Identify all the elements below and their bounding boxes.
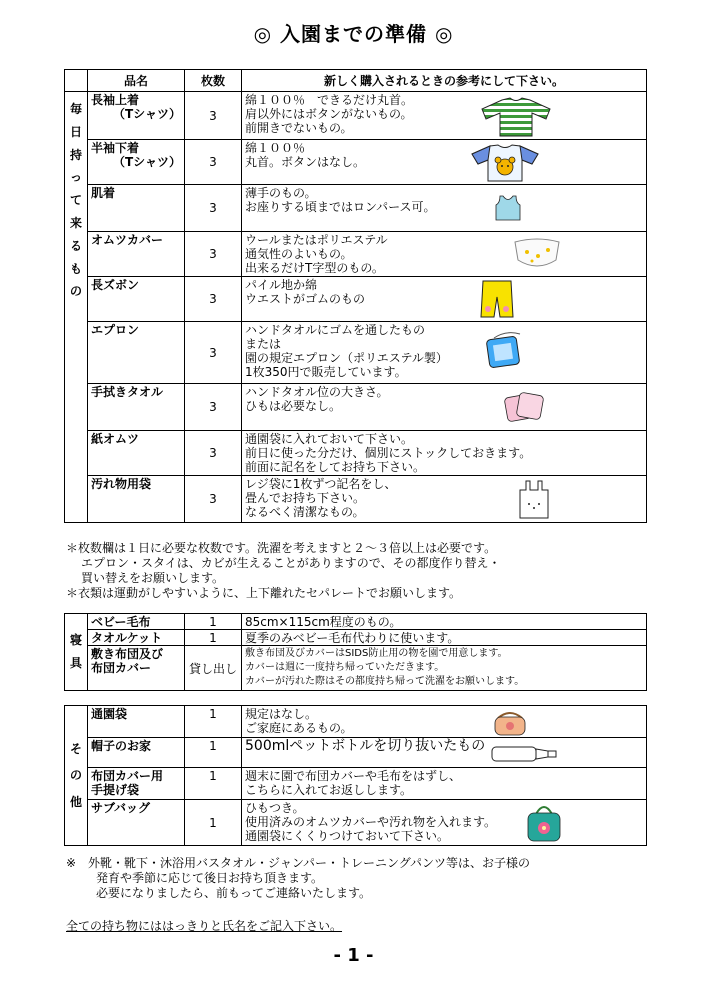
item-desc: 綿１００％ できるだけ丸首。 肩以外にはボタンがないもの。 前開きでないもの。 (242, 92, 647, 140)
item-name: タオルケット (88, 630, 185, 646)
note-line: エプロン・スタイは、カビが生えることがありますので、その都度作り替え・ (81, 556, 501, 570)
item-count: 3 (185, 92, 242, 140)
item-name: 長袖上着 （Tシャツ） (88, 92, 185, 140)
item-desc: ハンドタオル位の大きさ。 ひもは必要なし。 (242, 384, 647, 431)
towel-icon (504, 390, 546, 424)
item-desc: レジ袋に1枚ずつ記名をし、 畳んでお持ち下さい。 なるべく清潔なもの。 (242, 476, 647, 523)
header-name: 品名 (88, 70, 185, 92)
pet-bottle-icon (490, 741, 560, 765)
sub-bag-icon (524, 800, 564, 844)
item-name: エプロン (88, 322, 185, 384)
pants-icon (480, 279, 514, 319)
item-count: 貸し出し (185, 646, 242, 691)
item-desc: 夏季のみベビー毛布代わりに使います。 (242, 630, 647, 646)
plastic-bag-icon (517, 478, 551, 520)
page-number: - 1 - (333, 945, 374, 966)
item-count: 3 (185, 431, 242, 476)
closing-note-line: ※ 外靴・靴下・沐浴用バスタオル・ジャンパー・トレーニングパンツ等は、お子様の (66, 856, 531, 870)
item-count: 3 (185, 384, 242, 431)
item-name: 長ズボン (88, 277, 185, 322)
daily-items-table (64, 69, 647, 523)
item-name: 汚れ物用袋 (88, 476, 185, 523)
item-name: 肌着 (88, 185, 185, 232)
page-title: ◎ 入園までの準備 ◎ (253, 22, 454, 46)
bag-icon (492, 708, 528, 736)
header-count: 枚数 (185, 70, 242, 92)
closing-note-line: 必要になりましたら、前もってご連絡いたします。 (96, 886, 372, 900)
item-count: 3 (185, 277, 242, 322)
item-count: 1 (185, 706, 242, 738)
section-label-other: そ の 他 (65, 706, 88, 846)
apron-icon (484, 328, 526, 370)
item-count: 1 (185, 614, 242, 630)
bedding-table (64, 613, 647, 691)
note-line: ＊枚数欄は１日に必要な枚数です。洗濯を考えますと２～３倍以上は必要です。 (66, 541, 497, 555)
item-name: 通園袋 (88, 706, 185, 738)
item-count: 3 (185, 185, 242, 232)
item-name: 帽子のお家 (88, 738, 185, 768)
item-desc: パイル地か綿 ウエストがゴムのもの (242, 277, 647, 322)
item-name: サブバッグ (88, 800, 185, 846)
section-label-daily: 毎 日 持 っ て 来 る も の (65, 92, 88, 523)
closing-note-line: 発育や季節に応じて後日お持ち頂きます。 (96, 871, 324, 885)
item-count: 3 (185, 322, 242, 384)
item-desc: 綿１００％ 丸首。ボタンはなし。 (242, 140, 647, 185)
item-name: オムツカバー (88, 232, 185, 277)
item-desc: 通園袋に入れておいて下さい。 前日に使った分だけ、個別にストックしておきます。 前面に記名をしてお持ち下さい。 (242, 431, 647, 476)
item-desc: ハンドタオルにゴムを通したもの または 園の規定エプロン（ポリエステル製） 1枚350円で販売しています。 (242, 322, 647, 384)
item-desc: 500mlペットボトルを切り抜いたもの (242, 738, 647, 768)
note-line: 買い替えをお願いします。 (81, 571, 225, 585)
item-name: 紙オムツ (88, 431, 185, 476)
tank-top-icon (494, 195, 522, 221)
item-desc: 週末に園で布団カバーや毛布をはずし、 こちらに入れてお返しします。 (242, 768, 647, 800)
diaper-cover-icon (512, 236, 562, 272)
item-count: 1 (185, 738, 242, 768)
item-desc: 薄手のもの。 お座りする頃まではロンパース可。 (242, 185, 647, 232)
item-count: 1 (185, 768, 242, 800)
item-count: 3 (185, 140, 242, 185)
item-desc: 85cm×115cm程度のもの。 (242, 614, 647, 630)
header-ref: 新しく購入されるときの参考にして下さい。 (242, 70, 647, 92)
item-count: 3 (185, 232, 242, 277)
item-name: 敷き布団及び 布団カバー (88, 646, 185, 691)
striped-long-sleeve-shirt-icon (480, 97, 552, 137)
other-items-table (64, 705, 647, 846)
item-desc: 規定はなし。 ご家庭にあるもの。 (242, 706, 647, 738)
item-desc: ウールまたはポリエステル 通気性のよいもの。 出来るだけT字型のもの。 (242, 232, 647, 277)
item-name: 布団カバー用 手提げ袋 (88, 768, 185, 800)
section-label-bedding: 寝 具 (65, 614, 88, 691)
item-count: 3 (185, 476, 242, 523)
note-line: ＊衣類は運動がしやすいように、上下離れたセパレートでお願いします。 (66, 586, 462, 600)
item-name: 手拭きタオル (88, 384, 185, 431)
bear-tshirt-icon (470, 144, 540, 182)
item-desc: 敷き布団及びカバーはSIDS防止用の物を園で用意します。 カバーは週に一度持ち帰っていただきます。 カバーが汚れた際はその都度持ち帰って洗濯をお願いします。 (242, 646, 647, 691)
item-name: 半袖下着 （Tシャツ） (88, 140, 185, 185)
item-name: ベビー毛布 (88, 614, 185, 630)
header-blank (65, 70, 88, 92)
item-count: 1 (185, 630, 242, 646)
footer-notice: 全ての持ち物にははっきりと氏名をご記入下さい。 (66, 919, 343, 933)
item-desc: ひもつき。 使用済みのオムツカバーや汚れ物を入れます。 通園袋にくくりつけておいて下さい。 (242, 800, 647, 846)
item-count: 1 (185, 800, 242, 846)
